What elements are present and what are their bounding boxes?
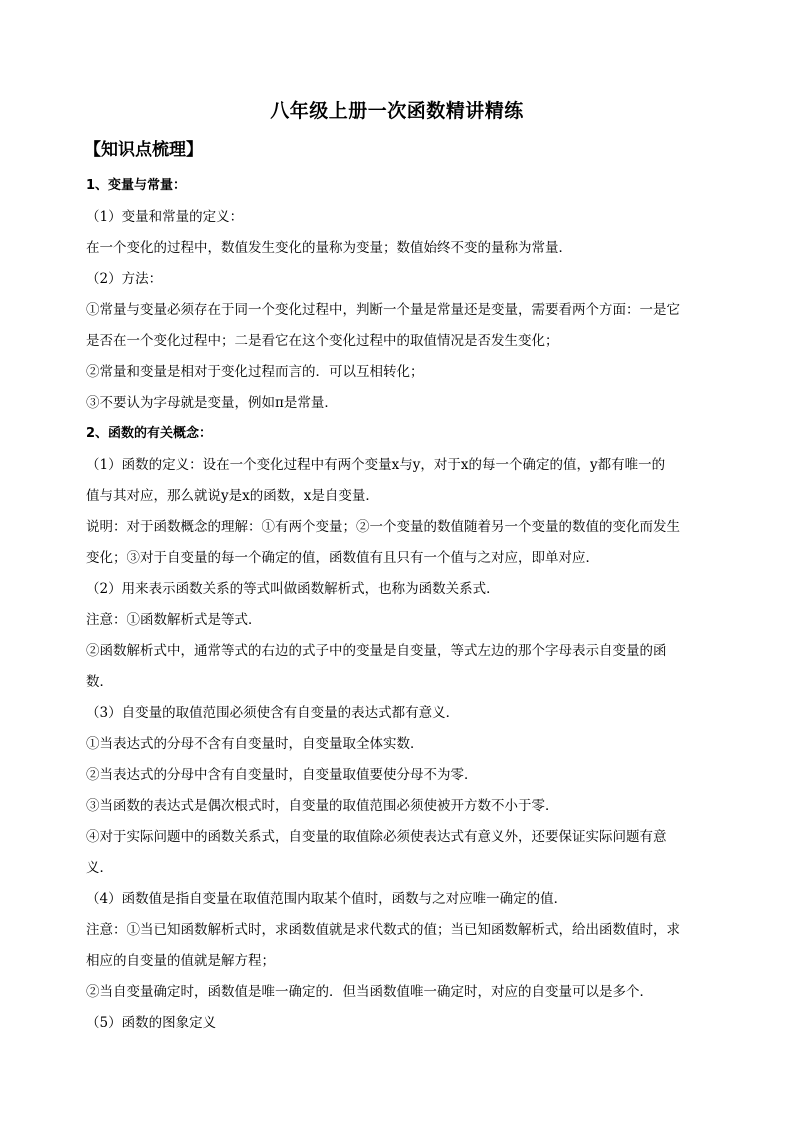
text-line: ③当函数的表达式是偶次根式时，自变量的取值范围必须使被开方数不小于零． <box>86 798 559 814</box>
text-line: （5）函数的图象定义 <box>86 1015 217 1031</box>
text-line: 相应的自变量的值就是解方程； <box>86 953 275 969</box>
text-line: 是否在一个变化过程中；二是看它在这个变化过程中的取值情况是否发生变化； <box>86 333 559 349</box>
text-line: ④对于实际问题中的函数关系式，自变量的取值除必须使表达式有意义外，还要保证实际问题有意 <box>86 829 667 845</box>
heading-variables-constants: 1、变量与常量： <box>86 178 187 193</box>
text-line: 注意：①当已知函数解析式时，求函数值就是求代数式的值；当已知函数解析式，给出函数值时，求 <box>86 922 680 938</box>
heading-function-concepts: 2、函数的有关概念： <box>86 426 213 441</box>
text-line: 注意：①函数解析式是等式． <box>86 612 262 628</box>
text-line: ③不要认为字母就是变量，例如π是常量． <box>86 395 338 411</box>
text-line: （1）变量和常量的定义： <box>86 209 244 225</box>
text-line: ②常量和变量是相对于变化过程而言的．可以互相转化； <box>86 364 424 380</box>
text-line: （1）函数的定义：设在一个变化过程中有两个变量x与y，对于x的每一个确定的值，y都有唯一的 <box>86 457 666 473</box>
text-line: 变化；③对于自变量的每一个确定的值，函数值有且只有一个值与之对应，即单对应． <box>86 550 599 566</box>
text-line: 义． <box>86 860 113 876</box>
text-line: ②当表达式的分母中含有自变量时，自变量取值要使分母不为零． <box>86 767 478 783</box>
text-line: ①常量与变量必须存在于同一个变化过程中，判断一个量是常量还是变量，需要看两个方面：一是它 <box>86 302 680 318</box>
text-line: 在一个变化的过程中，数值发生变化的量称为变量；数值始终不变的量称为常量． <box>86 240 572 256</box>
text-line: （2）方法： <box>86 271 163 287</box>
text-line: ①当表达式的分母不含有自变量时，自变量取全体实数． <box>86 736 424 752</box>
text-line: 值与其对应，那么就说y是x的函数，x是自变量． <box>86 488 379 504</box>
text-line: （2）用来表示函数关系的等式叫做函数解析式，也称为函数关系式． <box>86 581 500 597</box>
text-line: 数． <box>86 674 113 690</box>
text-line: 说明：对于函数概念的理解：①有两个变量；②一个变量的数值随着另一个变量的数值的变化而发生 <box>86 519 680 535</box>
text-line: ②当自变量确定时，函数值是唯一确定的．但当函数值唯一确定时，对应的自变量可以是多个． <box>86 984 653 1000</box>
text-line: ②函数解析式中，通常等式的右边的式子中的变量是自变量，等式左边的那个字母表示自变量的函 <box>86 643 667 659</box>
section-heading: 【知识点梳理】 <box>84 140 203 160</box>
document-title: 八年级上册一次函数精讲精练 <box>270 100 524 122</box>
text-line: （3）自变量的取值范围必须使含有自变量的表达式都有意义． <box>86 705 460 721</box>
text-line: （4）函数值是指自变量在取值范围内取某个值时，函数与之对应唯一确定的值． <box>86 891 568 907</box>
